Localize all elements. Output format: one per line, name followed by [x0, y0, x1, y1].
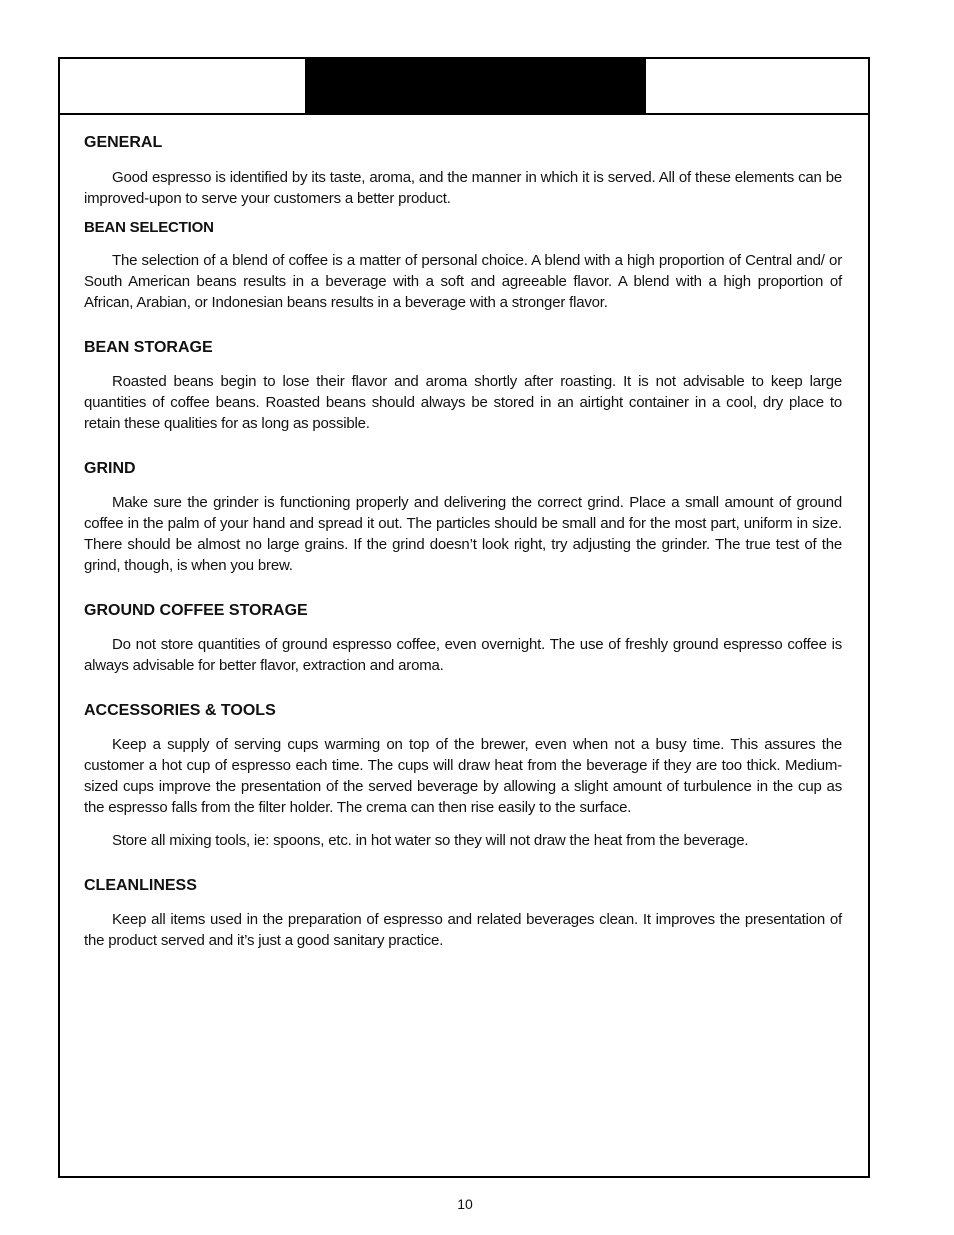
document-body: [84, 132, 842, 951]
ground-coffee-storage-paragraph: Do not store quantities of ground espresso coffee, even overnight. The use of freshly ground espresso coffee is always advisable for better flavor, extraction and aroma.: [84, 636, 842, 674]
header-black-bar: [305, 59, 646, 115]
bean-selection-paragraph: The selection of a blend of coffee is a matter of personal choice. A blend with a high proportion of Central and/ or South American beans results in a beverage with a soft and agreeable flavor. A blend with a high proportion of African, Arabian, or Indonesian beans results in a beverage with a stronger flavor.: [84, 252, 842, 311]
general-paragraph: Good espresso is identified by its taste, aroma, and the manner in which it is served. All of these elements can be improved-upon to serve your customers a better product.: [84, 169, 842, 207]
grind-heading: GRIND: [84, 460, 136, 477]
cleanliness-heading: CLEANLINESS: [84, 877, 197, 894]
header-divider: [60, 113, 868, 115]
ground-coffee-storage-heading: GROUND COFFEE STORAGE: [84, 602, 308, 619]
general-heading: GENERAL: [84, 134, 163, 151]
cleanliness-paragraph: Keep all items used in the preparation of espresso and related beverages clean. It improves the presentation of the product served and it’s just a good sanitary practice.: [84, 911, 842, 949]
accessories-tools-paragraph-2: Store all mixing tools, ie: spoons, etc. in hot water so they will not draw the heat from the beverage.: [112, 832, 749, 849]
page-number: 10: [457, 1196, 473, 1212]
bean-storage-paragraph: Roasted beans begin to lose their flavor and aroma shortly after roasting. It is not advisable to keep large quantities of coffee beans. Roasted beans should always be stored in an airtight container in a cool, dry place to retain these qualities for as long as possible.: [84, 373, 842, 432]
accessories-tools-heading: ACCESSORIES & TOOLS: [84, 702, 276, 719]
accessories-tools-paragraph-1: Keep a supply of serving cups warming on top of the brewer, even when not a busy time. This assures the customer a hot cup of espresso each time. The cups will draw heat from the beverage if they are too thick. Medium-sized cups improve the presentation of the served beverage by allowing a slight amount of turbulence in the cup as the espresso falls from the filter holder. The crema can then rise easily to the surface.: [84, 736, 842, 816]
bean-storage-heading: BEAN STORAGE: [84, 339, 213, 356]
grind-paragraph: Make sure the grinder is functioning properly and delivering the correct grind. Place a small amount of ground coffee in the palm of your hand and spread it out. The particles should be small and for the most part, uniform in size. There should be almost no large grains. If the grind doesn’t look right, try adjusting the grinder. The true test of the grind, though, is when you brew.: [84, 494, 842, 574]
bean-selection-heading: BEAN SELECTION: [84, 219, 214, 236]
